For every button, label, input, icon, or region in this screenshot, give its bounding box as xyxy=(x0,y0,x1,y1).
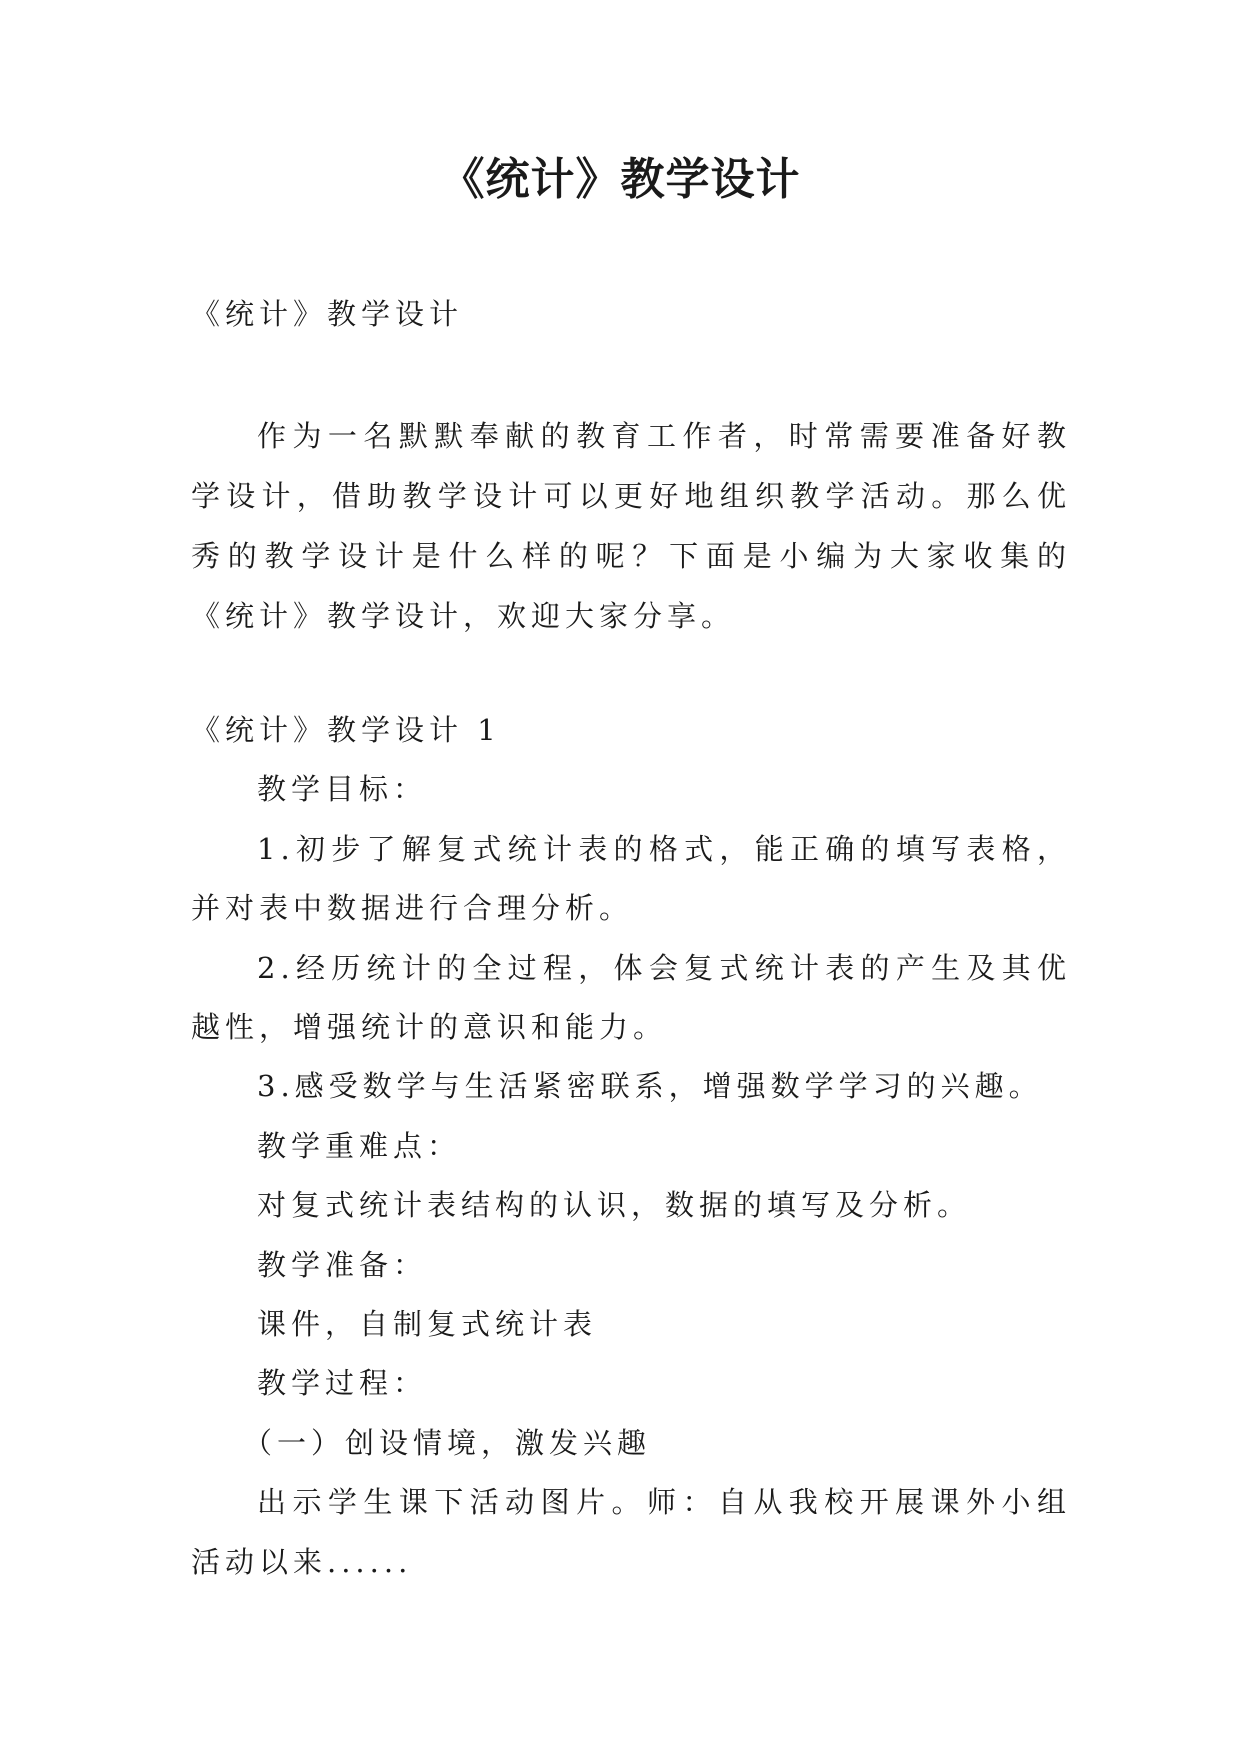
section-heading: 《统计》教学设计 1 xyxy=(191,713,501,747)
objective-item-2: 2.经历统计的全过程，体会复式统计表的产生及其优越性，增强统计的意识和能力。 xyxy=(191,950,1071,1045)
objectives-label: 教学目标： xyxy=(257,772,428,807)
document-title: 《统计》教学设计 xyxy=(440,154,801,205)
preparation-text: 课件，自制复式统计表 xyxy=(257,1307,598,1342)
lesson-plan-section xyxy=(191,701,1071,1592)
key-points-label: 教学重难点： xyxy=(257,1128,462,1163)
objective-item-3: 3.感受数学与生活紧密联系，增强数学学习的兴趣。 xyxy=(257,1069,1043,1104)
intro-paragraph: 作为一名默默奉献的教育工作者，时常需要准备好教学设计，借助教学设计可以更好地组织教学活动。那么优秀的教学设计是什么样的呢？下面是小编为大家收集的《统计》教学设计，欢迎大家分享。 xyxy=(191,419,1071,633)
document-subtitle: 《统计》教学设计 xyxy=(191,297,464,331)
objective-item-1: 1.初步了解复式统计表的格式，能正确的填写表格，并对表中数据进行合理分析。 xyxy=(191,831,1071,926)
key-points-text: 对复式统计表结构的认识，数据的填写及分析。 xyxy=(257,1188,972,1223)
step-1-heading: （一）创设情境，激发兴趣 xyxy=(243,1425,652,1460)
process-label: 教学过程： xyxy=(257,1366,428,1401)
preparation-label: 教学准备： xyxy=(257,1247,428,1282)
step-1-text: 出示学生课下活动图片。师：自从我校开展课外小组活动以来...... xyxy=(191,1485,1071,1579)
